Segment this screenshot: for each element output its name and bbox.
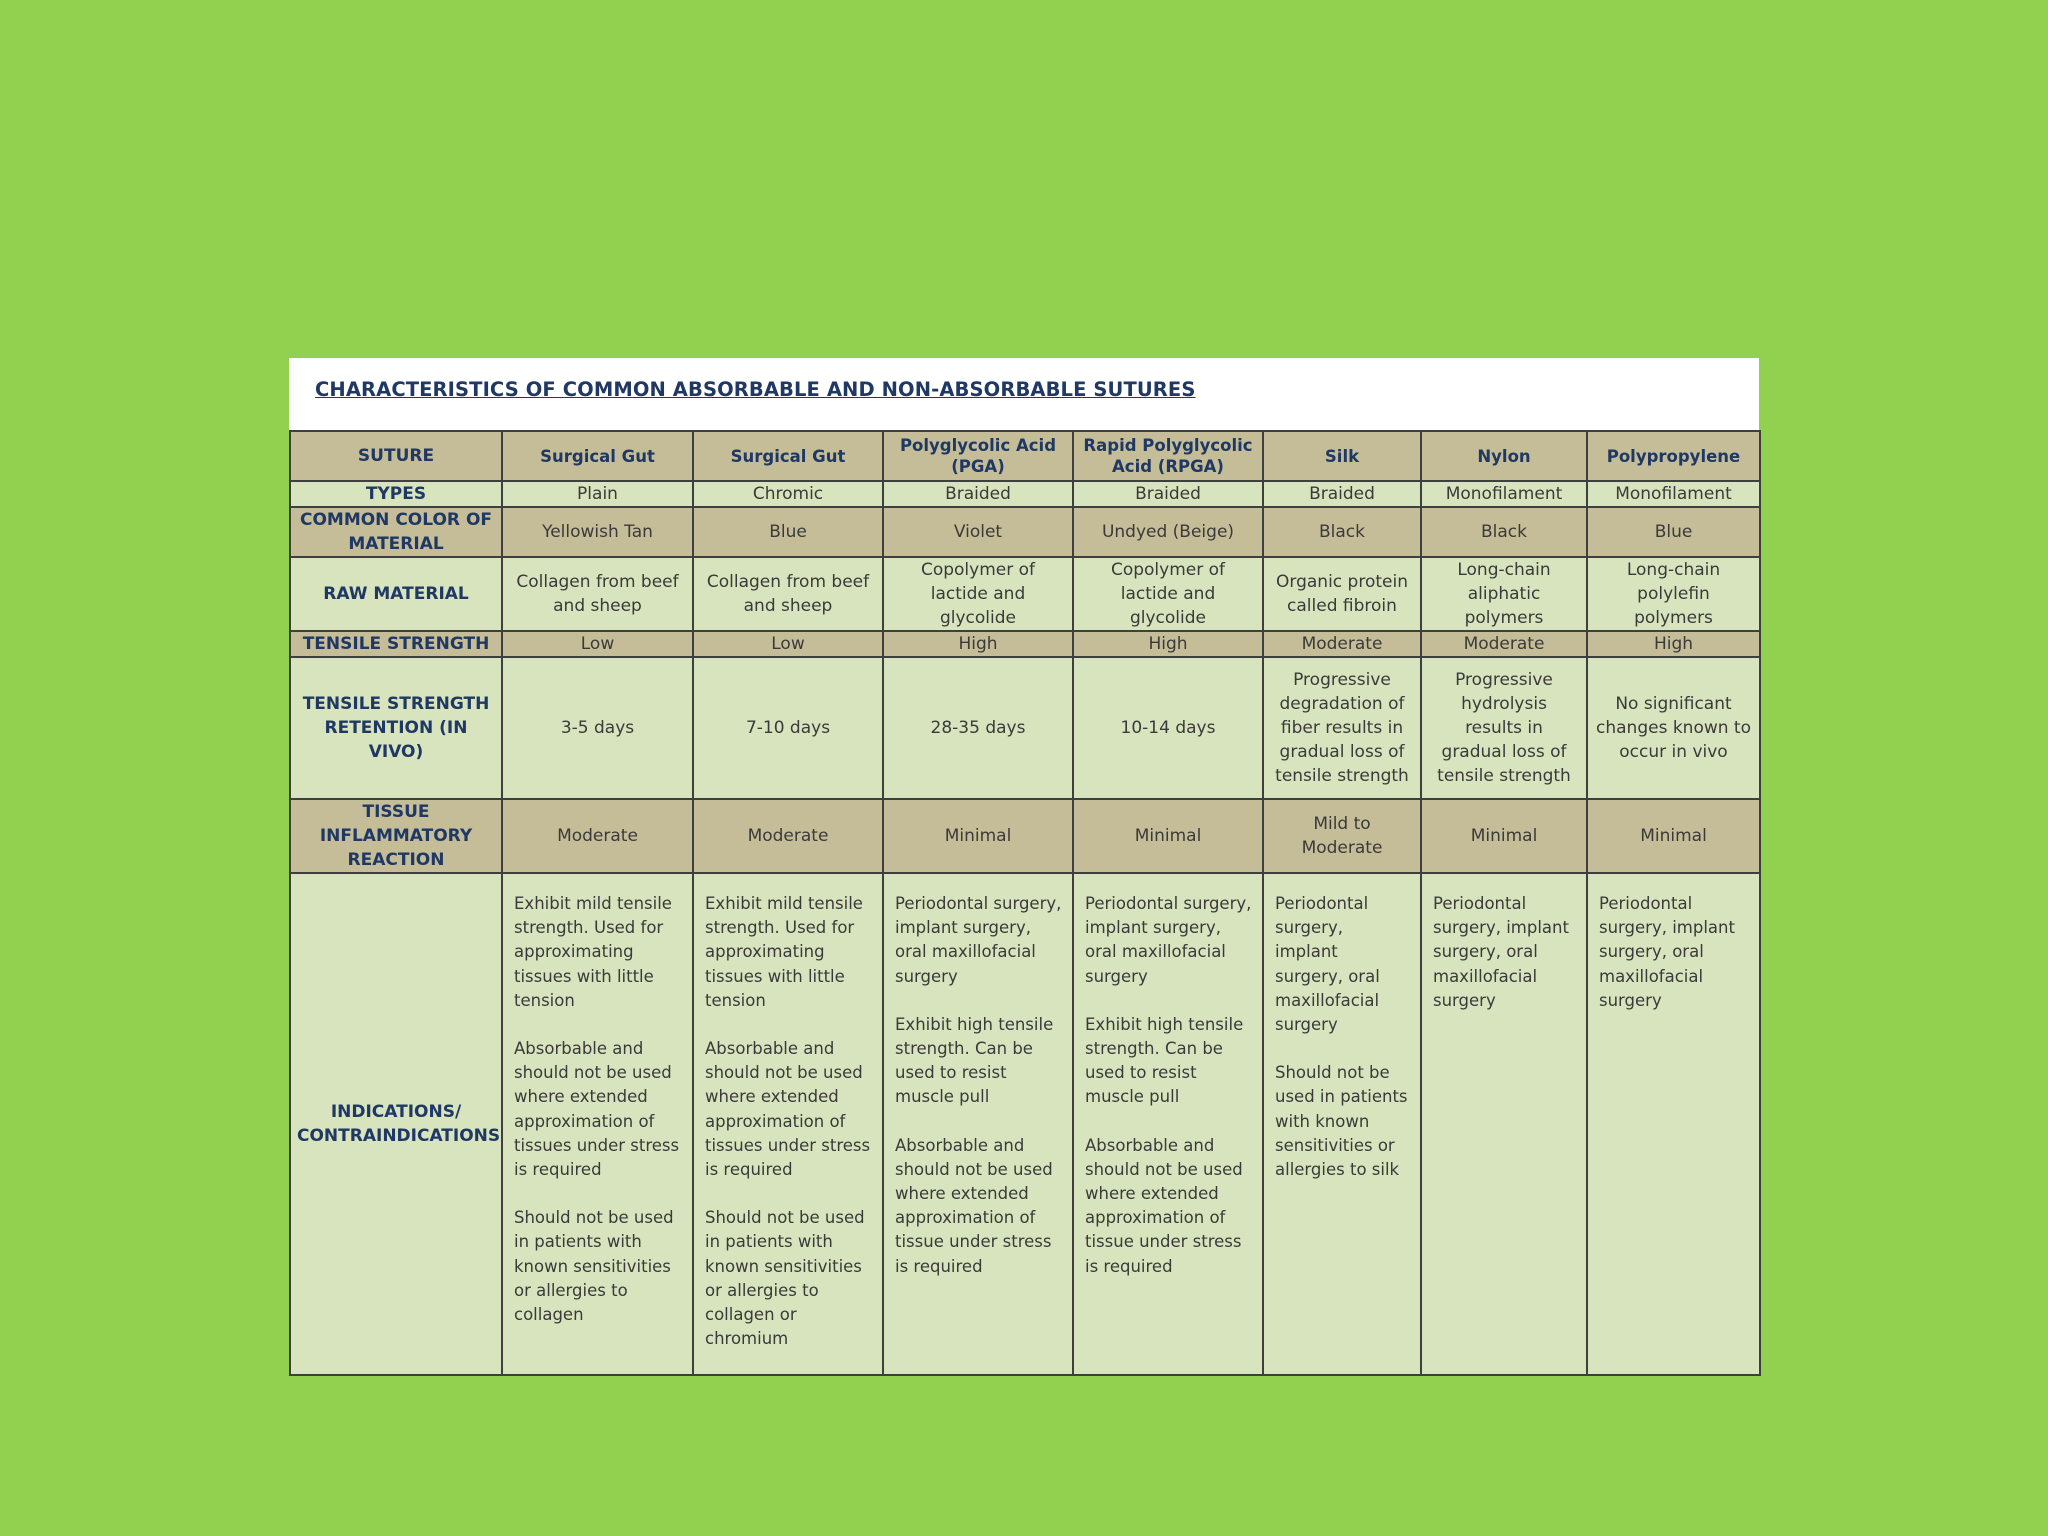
column-header: Polyglycolic Acid (PGA) (883, 431, 1073, 481)
table-cell: Black (1263, 507, 1421, 557)
row-label: COMMON COLOR OF MATERIAL (290, 507, 502, 557)
row-label: TENSILE STRENGTH RETENTION (IN VIVO) (290, 657, 502, 799)
column-header: Polypropylene (1587, 431, 1760, 481)
indications-cell (1421, 873, 1587, 1375)
indication-paragraph: Exhibit high tensile strength. Can be used to resist muscle pull (895, 1014, 1054, 1107)
table-cell: Long-chain polylefin polymers (1587, 557, 1760, 631)
indication-paragraph: Periodontal surgery, implant surgery, oral maxillofacial surgery (1433, 894, 1569, 1010)
indication-paragraph: Absorbable and should not be used where extended approximation of tissue under stress is required (895, 1135, 1053, 1276)
column-header: Silk (1263, 431, 1421, 481)
table-cell: Moderate (693, 799, 883, 873)
table-cell: Moderate (502, 799, 693, 873)
header-suture-label: SUTURE (290, 431, 502, 481)
column-header: Rapid Polyglycolic Acid (RPGA) (1073, 431, 1263, 481)
table-cell: No significant changes known to occur in vivo (1587, 657, 1760, 799)
table-cell: Braided (883, 481, 1073, 507)
table-cell: 10-14 days (1073, 657, 1263, 799)
indication-paragraph: Periodontal surgery, implant surgery, oral maxillofacial surgery (1275, 894, 1380, 1035)
table-cell: Long-chain aliphatic polymers (1421, 557, 1587, 631)
table-cell: Progressive degradation of fiber results in gradual loss of tensile strength (1263, 657, 1421, 799)
table-cell: Monofilament (1421, 481, 1587, 507)
table-cell: High (883, 631, 1073, 657)
table-cell: Low (693, 631, 883, 657)
table-cell: Progressive hydrolysis results in gradual loss of tensile strength (1421, 657, 1587, 799)
row-label: INDICATIONS/ CONTRAINDICATIONS (290, 873, 502, 1375)
indication-paragraph: Should not be used in patients with known sensitivities or allergies to silk (1275, 1063, 1408, 1180)
table-cell: 3-5 days (502, 657, 693, 799)
indication-paragraph: Exhibit high tensile strength. Can be used to resist muscle pull (1085, 1014, 1244, 1107)
table-row-tensile-strength (290, 631, 1760, 657)
table-cell: Minimal (883, 799, 1073, 873)
column-header: Surgical Gut (502, 431, 693, 481)
indications-cell (693, 873, 883, 1375)
indication-paragraph: Should not be used in patients with known sensitivities or allergies to collagen (514, 1208, 674, 1325)
table-cell: 28-35 days (883, 657, 1073, 799)
table-cell: Plain (502, 481, 693, 507)
table-cell: Collagen from beef and sheep (502, 557, 693, 631)
table-cell: High (1073, 631, 1263, 657)
table-cell: Mild to Moderate (1263, 799, 1421, 873)
page-title: CHARACTERISTICS OF COMMON ABSORBABLE AND NON-ABSORBABLE SUTURES (315, 378, 1196, 401)
column-header: Nylon (1421, 431, 1587, 481)
row-label: TENSILE STRENGTH (290, 631, 502, 657)
table-cell: Black (1421, 507, 1587, 557)
sutures-table (289, 430, 1761, 1376)
table-cell: Moderate (1421, 631, 1587, 657)
indication-paragraph: Absorbable and should not be used where extended approximation of tissues under stress is required (705, 1039, 871, 1180)
indications-cell (1073, 873, 1263, 1375)
indication-paragraph: Exhibit mild tensile strength. Used for approximating tissues with little tension (514, 894, 672, 1010)
header-row (290, 431, 1760, 481)
table-cell: Yellowish Tan (502, 507, 693, 557)
table-cell: Chromic (693, 481, 883, 507)
table-cell: Minimal (1587, 799, 1760, 873)
indication-paragraph: Should not be used in patients with known sensitivities or allergies to collagen or chromium (705, 1208, 865, 1349)
table-cell: Braided (1073, 481, 1263, 507)
table-cell: Copolymer of lactide and glycolide (1073, 557, 1263, 631)
indication-paragraph: Absorbable and should not be used where extended approximation of tissues under stress is required (514, 1039, 680, 1180)
table-cell: Copolymer of lactide and glycolide (883, 557, 1073, 631)
indication-paragraph: Absorbable and should not be used where extended approximation of tissue under stress is required (1085, 1135, 1243, 1276)
document-sheet (289, 358, 1759, 1372)
indication-paragraph: Periodontal surgery, implant surgery, oral maxillofacial surgery (895, 894, 1062, 986)
table-row-inflammatory (290, 799, 1760, 873)
table-cell: Organic protein called fibroin (1263, 557, 1421, 631)
table-row-retention (290, 657, 1760, 799)
indications-cell (1587, 873, 1760, 1375)
indication-paragraph: Periodontal surgery, implant surgery, oral maxillofacial surgery (1085, 894, 1252, 986)
table-cell: High (1587, 631, 1760, 657)
table-cell: Low (502, 631, 693, 657)
table-row-raw-material (290, 557, 1760, 631)
row-label: TISSUE INFLAMMATORY REACTION (290, 799, 502, 873)
table-cell: Monofilament (1587, 481, 1760, 507)
indication-paragraph: Periodontal surgery, implant surgery, oral maxillofacial surgery (1599, 894, 1735, 1010)
table-cell: 7-10 days (693, 657, 883, 799)
table-cell: Violet (883, 507, 1073, 557)
table-cell: Moderate (1263, 631, 1421, 657)
table-cell: Blue (693, 507, 883, 557)
indications-cell (502, 873, 693, 1375)
table-row-indications (290, 873, 1760, 1375)
table-cell: Blue (1587, 507, 1760, 557)
table-cell: Minimal (1421, 799, 1587, 873)
indication-paragraph: Exhibit mild tensile strength. Used for approximating tissues with little tension (705, 894, 863, 1010)
table-cell: Undyed (Beige) (1073, 507, 1263, 557)
column-header: Surgical Gut (693, 431, 883, 481)
table-cell: Collagen from beef and sheep (693, 557, 883, 631)
row-label: TYPES (290, 481, 502, 507)
indications-cell (1263, 873, 1421, 1375)
indications-cell (883, 873, 1073, 1375)
table-row-color (290, 507, 1760, 557)
table-row-types (290, 481, 1760, 507)
table-cell: Minimal (1073, 799, 1263, 873)
row-label: RAW MATERIAL (290, 557, 502, 631)
table-cell: Braided (1263, 481, 1421, 507)
